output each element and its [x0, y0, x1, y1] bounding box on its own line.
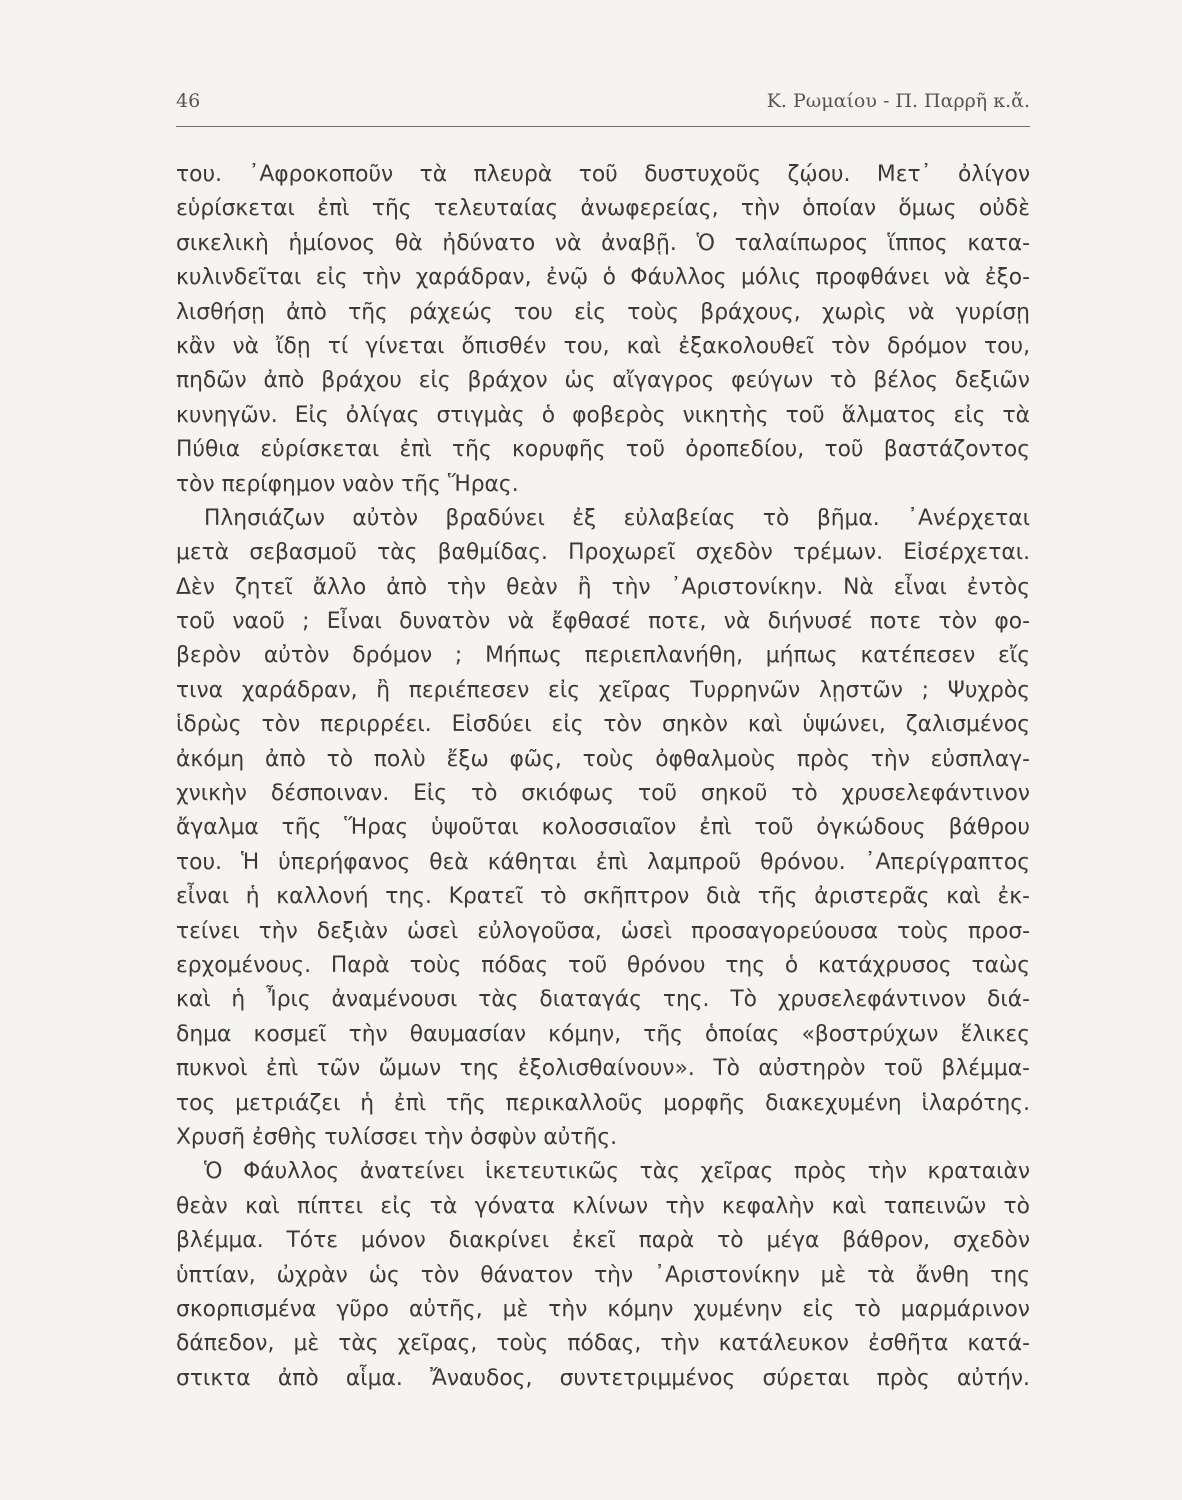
text-line: σικελικὴ ἡμίονος θὰ ἠδύνατο νὰ ἀναβῇ. Ὁ ταλαίπωρος ἵππος κατα-	[176, 230, 1030, 256]
page-header	[176, 90, 1030, 124]
running-head: Κ. Ρωμαίου - Π. Παρρῆ κ.ἄ.	[766, 90, 1030, 112]
text-line: χνικὴν δέσποιναν. Εἰς τὸ σκιόφως τοῦ σηκοῦ τὸ χρυσελεφάντινον	[176, 781, 1030, 807]
text-line: εἶναι ἡ καλλονή της. Κρατεῖ τὸ σκῆπτρον διὰ τῆς ἀριστερᾶς καὶ ἐκ-	[176, 884, 1030, 910]
text-line: Χρυσῆ ἐσθὴς τυλίσσει τὴν ὀσφὺν αὐτῆς.	[176, 1124, 618, 1150]
text-line: καὶ ἡ Ἶρις ἀναμένουσι τὰς διαταγάς της. Τὸ χρυσελεφάντινον διά-	[176, 987, 1030, 1013]
text-line: του. ᾿Αφροκοποῦν τὰ πλευρὰ τοῦ δυστυχοῦς ζῴου. Μετ᾿ ὀλίγον	[176, 162, 1030, 187]
body-text	[176, 158, 1030, 1396]
text-line: θεὰν καὶ πίπτει εἰς τὰ γόνατα κλίνων τὴν κεφαλὴν καὶ ταπεινῶν τὸ	[176, 1193, 1030, 1219]
text-line: Πλησιάζων αὐτὸν βραδύνει ἐξ εὐλαβείας τὸ βῆμα. ᾿Ανέρχεται	[204, 505, 1030, 531]
text-line: του. Ἡ ὑπερήφανος θεὰ κάθηται ἐπὶ λαμπροῦ θρόνου. ᾿Απερίγραπτος	[176, 849, 1030, 875]
paragraph	[176, 502, 1030, 1155]
header-rule	[176, 126, 1030, 127]
paragraph	[176, 158, 1030, 502]
text-line: τὸν περίφημον ναὸν τῆς Ἥρας.	[176, 471, 519, 497]
text-line: μετὰ σεβασμοῦ τὰς βαθμίδας. Προχωρεῖ σχεδὸν τρέμων. Εἰσέρχεται.	[176, 540, 1030, 566]
text-line: βερὸν αὐτὸν δρόμον ; Μήπως περιεπλανήθη, μήπως κατέπεσεν εἴς	[176, 643, 1030, 669]
text-line: τείνει τὴν δεξιὰν ὡσεὶ εὐλογοῦσα, ὡσεὶ προσαγορεύουσα τοὺς προσ-	[176, 918, 1030, 944]
text-line: τος μετριάζει ἡ ἐπὶ τῆς περικαλλοῦς μορφῆς διακεχυμένη ἱλαρότης.	[176, 1090, 1030, 1116]
text-line: βλέμμα. Τότε μόνον διακρίνει ἐκεῖ παρὰ τὸ μέγα βάθρον, σχεδὸν	[176, 1228, 1030, 1254]
text-line: ἱδρὼς τὸν περιρρέει. Εἰσδύει εἰς τὸν σηκὸν καὶ ὑψώνει, ζαλισμένος	[176, 712, 1030, 738]
text-line: κἂν νὰ ἴδῃ τί γίνεται ὄπισθέν του, καὶ ἐξακολουθεῖ τὸν δρόμον του,	[176, 333, 1030, 359]
text-line: κυνηγῶν. Εἰς ὀλίγας στιγμὰς ὁ φοβερὸς νικητὴς τοῦ ἅλματος εἰς τὰ	[176, 402, 1030, 428]
page-number: 46	[176, 90, 201, 112]
text-line: ερχομένους. Παρὰ τοὺς πόδας τοῦ θρόνου της ὁ κατάχρυσος ταὼς	[176, 952, 1030, 978]
text-line: σκορπισμένα γῦρο αὐτῆς, μὲ τὴν κόμην χυμένην εἰς τὸ μαρμάρινον	[176, 1296, 1030, 1322]
text-line: ἄγαλμα τῆς Ἥρας ὑψοῦται κολοσσιαῖον ἐπὶ τοῦ ὀγκώδους βάθρου	[176, 815, 1030, 841]
text-line: ὑπτίαν, ὠχρὰν ὡς τὸν θάνατον τὴν ᾿Αριστονίκην μὲ τὰ ἄνθη της	[176, 1262, 1030, 1288]
text-line: πηδῶν ἀπὸ βράχου εἰς βράχον ὡς αἴγαγρος φεύγων τὸ βέλος δεξιῶν	[176, 368, 1030, 394]
text-line: τινα χαράδραν, ἢ περιέπεσεν εἰς χεῖρας Τυρρηνῶν λῃστῶν ; Ψυχρὸς	[176, 677, 1030, 703]
text-line: κυλινδεῖται εἰς τὴν χαράδραν, ἐνῷ ὁ Φάυλλος μόλις προφθάνει νὰ ἐξο-	[176, 265, 1030, 291]
text-line: Ὁ Φάυλλος ἀνατείνει ἱκετευτικῶς τὰς χεῖρας πρὸς τὴν κραταιὰν	[204, 1159, 1030, 1185]
text-line: στικτα ἀπὸ αἷμα. Ἄναυδος, συντετριμμένος σύρεται πρὸς αὐτήν.	[176, 1365, 1030, 1391]
text-line: Πύθια εὑρίσκεται ἐπὶ τῆς κορυφῆς τοῦ ὀροπεδίου, τοῦ βαστάζοντος	[176, 437, 1030, 463]
text-line: ἀκόμη ἀπὸ τὸ πολὺ ἔξω φῶς, τοὺς ὀφθαλμοὺς πρὸς τὴν εὐσπλαγ-	[176, 746, 1030, 772]
text-line: εὑρίσκεται ἐπὶ τῆς τελευταίας ἀνωφερείας, τὴν ὁποίαν ὅμως οὐδὲ	[176, 196, 1030, 222]
text-line: δάπεδον, μὲ τὰς χεῖρας, τοὺς πόδας, τὴν κατάλευκον ἐσθῆτα κατά-	[176, 1331, 1030, 1357]
text-line: δημα κοσμεῖ τὴν θαυμασίαν κόμην, τῆς ὁποίας «βοστρύχων ἕλικες	[176, 1021, 1030, 1047]
text-line: τοῦ ναοῦ ; Εἶναι δυνατὸν νὰ ἔφθασέ ποτε, νὰ διήνυσέ ποτε τὸν φο-	[176, 609, 1030, 635]
text-line: πυκνοὶ ἐπὶ τῶν ὤμων της ἐξολισθαίνουν». Τὸ αὐστηρὸν τοῦ βλέμμα-	[176, 1056, 1030, 1082]
text-line: Δὲν ζητεῖ ἄλλο ἀπὸ τὴν θεὰν ἢ τὴν ᾿Αριστονίκην. Νὰ εἶναι ἐντὸς	[176, 574, 1030, 600]
text-line: λισθήσῃ ἀπὸ τῆς ράχεώς του εἰς τοὺς βράχους, χωρὶς νὰ γυρίσῃ	[176, 299, 1030, 325]
paragraph	[176, 1155, 1030, 1396]
